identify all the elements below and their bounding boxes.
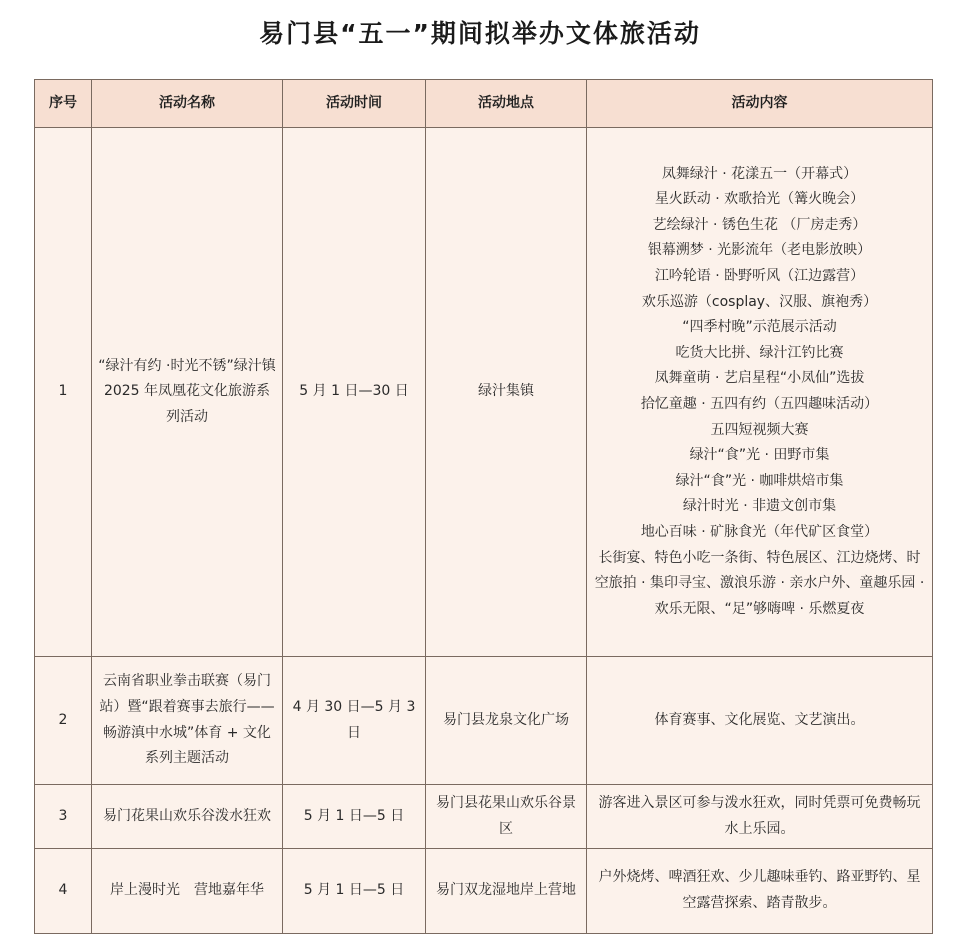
page-title: 易门县“五一”期间拟举办文体旅活动 [259, 19, 701, 48]
content-line: 凤舞童萌 · 艺启星程“小凤仙”选拔 [654, 370, 865, 387]
row-activity-content: 户外烧烤、啤酒狂欢、少儿趣味垂钓、路亚野钓、星空露营探索、踏青散步。 [587, 849, 933, 934]
content-line: 欢乐巡游（cosplay、汉服、旗袍秀） [641, 293, 878, 310]
row-activity-time: 5 月 1 日—5 日 [283, 785, 426, 849]
content-line: 绿汁“食”光 · 咖啡烘焙市集 [675, 472, 844, 489]
row-activity-time: 5 月 1 日—30 日 [283, 128, 426, 657]
row-activity-place: 易门县龙泉文化广场 [426, 657, 587, 785]
row-activity-name: 易门花果山欢乐谷泼水狂欢 [92, 785, 283, 849]
row-activity-place: 易门县花果山欢乐谷景区 [426, 785, 587, 849]
content-paragraph: 长街宴、特色小吃一条街、特色展区、江边烧烤、时空旅拍 · 集印寻宝、激浪乐游 · 亲水户外、童趣乐园 · 欢乐无限、“足”够嗨啤 · 乐燃夏夜 [594, 549, 925, 617]
content-line: 星火跃动 · 欢歌拾光（篝火晚会） [654, 191, 865, 208]
row-activity-name: 云南省职业拳击联赛（易门站）暨“跟着赛事去旅行——畅游滇中水城”体育 + 文化系列主题活动 [92, 657, 283, 785]
row-serial: 1 [35, 128, 92, 657]
row-activity-content: 体育赛事、文化展览、文艺演出。 [587, 657, 933, 785]
table-row [35, 849, 933, 934]
row-activity-name: “绿汁有约 ·时光不锈”绿汁镇 2025 年凤凰花文化旅游系列活动 [92, 128, 283, 657]
row-serial: 4 [35, 849, 92, 934]
table-header-row [35, 80, 933, 128]
table-row [35, 785, 933, 849]
content-line: 吃货大比拼、绿汁江钓比赛 [675, 344, 844, 361]
content-line: 地心百味 · 矿脉食光（年代矿区食堂） [640, 523, 879, 540]
row-activity-place: 绿汁集镇 [426, 128, 587, 657]
row-activity-content [587, 128, 933, 657]
content-line: 拾忆童趣 · 五四有约（五四趣味活动） [640, 396, 879, 412]
header-serial: 序号 [35, 80, 92, 128]
row-activity-content: 游客进入景区可参与泼水狂欢，同时凭票可免费畅玩水上乐园。 [587, 785, 933, 849]
content-line: 绿汁时光 · 非遗文创市集 [682, 498, 837, 515]
content-line: 凤舞绿汁 · 花漾五一（开幕式） [661, 165, 858, 182]
row-activity-time: 5 月 1 日—5 日 [283, 849, 426, 934]
content-line: “四季村晚”示范展示活动 [682, 319, 837, 336]
table-row [35, 128, 933, 657]
table-row [35, 657, 933, 785]
content-line: 五四短视频大赛 [710, 421, 809, 438]
row-activity-name: 岸上漫时光 营地嘉年华 [92, 849, 283, 934]
activity-table [34, 79, 933, 934]
header-activity-time: 活动时间 [283, 80, 426, 128]
content-line: 艺绘绿汁 · 锈色生花 （厂房走秀） [652, 216, 867, 233]
header-activity-name: 活动名称 [92, 80, 283, 128]
content-line: 江吟轮语 · 卧野听风（江边露营） [654, 268, 865, 285]
content-line: 银幕溯梦 · 光影流年（老电影放映） [647, 242, 872, 259]
header-activity-content: 活动内容 [587, 80, 933, 128]
row-activity-place: 易门双龙湿地岸上营地 [426, 849, 587, 934]
row-serial: 2 [35, 657, 92, 785]
header-activity-place: 活动地点 [426, 80, 587, 128]
row-activity-time: 4 月 30 日—5 月 3 日 [283, 657, 426, 785]
content-line: 绿汁“食”光 · 田野市集 [689, 447, 830, 464]
row-serial: 3 [35, 785, 92, 849]
